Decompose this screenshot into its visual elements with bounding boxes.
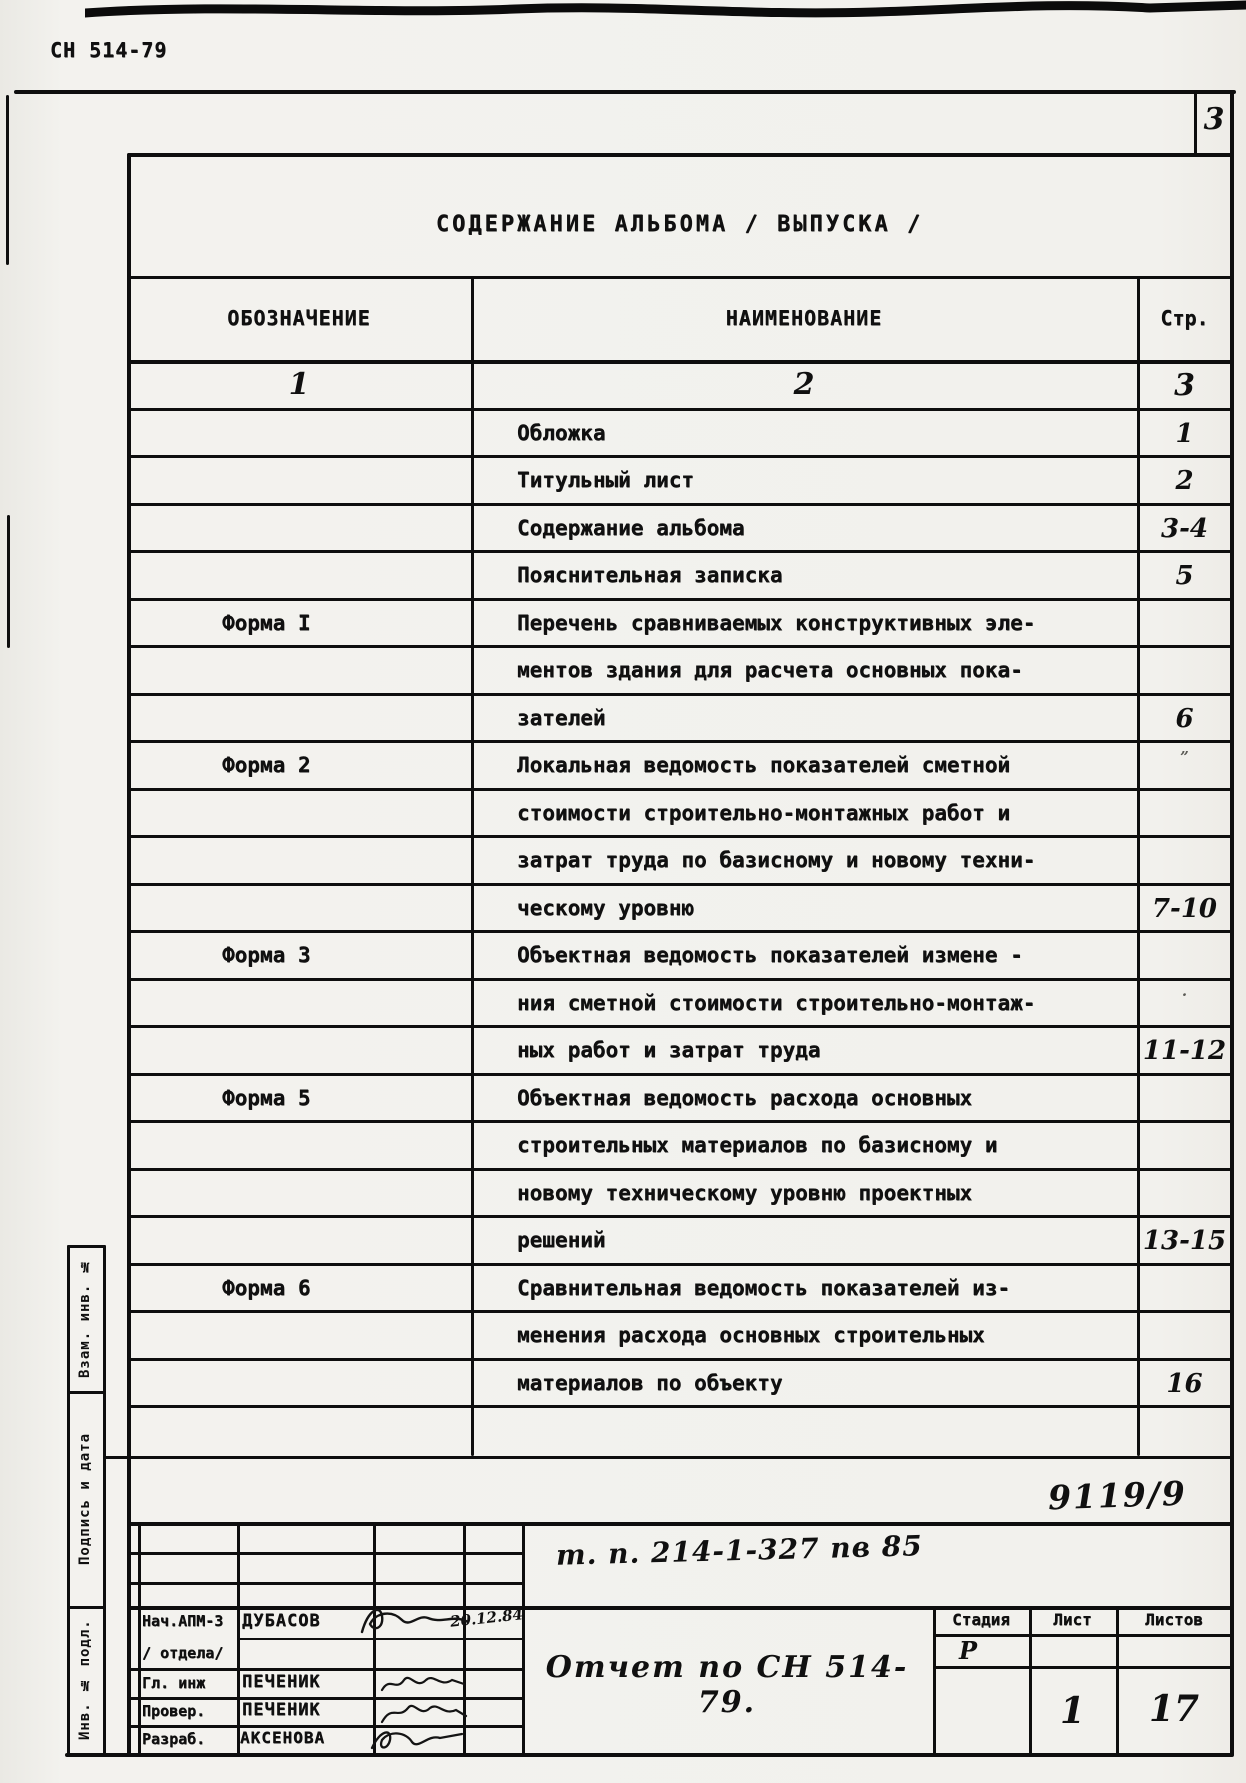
name-cell	[471, 1408, 1137, 1456]
designation-cell: Форма 3	[222, 943, 311, 967]
name-cell: Содержание альбома	[517, 515, 745, 540]
stage-label: Стадия	[952, 1610, 1010, 1629]
name-cell: ментов здания для расчета основных пока-	[517, 658, 1023, 682]
page-cell: 3-4	[1161, 513, 1208, 544]
sheet-value: 1	[1059, 1690, 1086, 1732]
sig-name-3: ПЕЧЕНИК	[242, 1700, 321, 1720]
scan-edge-artifact-left-1	[6, 95, 9, 265]
page-cell	[1137, 1123, 1232, 1168]
sig-name-2: ПЕЧЕНИК	[242, 1672, 321, 1692]
signature-scribble-icon	[356, 1600, 478, 1642]
sheets-value: 17	[1148, 1688, 1200, 1730]
scan-edge-artifact-left-2	[7, 515, 10, 648]
sig-role-2: Гл. инж	[142, 1674, 206, 1692]
designation-cell	[127, 886, 471, 931]
table-row	[127, 1171, 1232, 1219]
table-row	[127, 1218, 1232, 1266]
name-cell: ческому уровню	[517, 895, 695, 920]
table-row	[127, 1076, 1232, 1124]
sig-name-4: АКСЕНОВА	[240, 1728, 326, 1747]
designation-cell	[127, 838, 471, 883]
name-cell: Объектная ведомость расхода основных	[517, 1085, 973, 1110]
table-row	[127, 886, 1232, 934]
designation-cell	[127, 553, 471, 598]
table-row	[127, 1123, 1232, 1171]
header-designation: ОБОЗНАЧЕНИЕ	[227, 306, 371, 330]
doc-code-label: СН 514-79	[50, 38, 168, 62]
name-cell: затрат труда по базисному и новому техни-	[517, 848, 1036, 872]
name-cell: ния сметной стоимости строительно-монтаж-	[517, 990, 1036, 1015]
designation-cell	[127, 506, 471, 551]
page-cell: 1	[1175, 418, 1194, 449]
table-row	[127, 648, 1232, 696]
sidebar-label-vzam-inv: Взам. инв. №	[77, 1257, 93, 1379]
page-cell	[1137, 933, 1232, 978]
table-row	[127, 1313, 1232, 1361]
table-row	[127, 1028, 1232, 1076]
corner-page-number: 3	[1203, 102, 1225, 137]
name-cell: Обложка	[517, 420, 606, 445]
sig-role-3: Провер.	[142, 1702, 206, 1720]
sidebar-label-podpis-data: Подпись и дата	[77, 1432, 93, 1565]
designation-cell	[127, 1171, 471, 1216]
designation-cell: Форма 2	[222, 753, 311, 777]
page-cell	[1137, 791, 1232, 836]
titleblock-col-line-a	[138, 1522, 141, 1755]
titleblock-top-border	[127, 1522, 1234, 1526]
designation-cell	[127, 648, 471, 693]
name-cell: Объектная ведомость показателей измене -	[517, 943, 1023, 967]
table-row	[127, 363, 1232, 411]
page-cell: ”	[1180, 748, 1189, 766]
stage-value: Р	[958, 1636, 978, 1665]
page-cell: 6	[1175, 703, 1194, 734]
sig-role-1-note: / отдела/	[142, 1644, 224, 1662]
table-row	[127, 791, 1232, 839]
signature-scribble-icon	[366, 1726, 470, 1754]
sheet-top-border	[14, 90, 1236, 94]
table-bottom-border	[104, 1456, 1232, 1459]
type-series-handwritten: т. п. 214-1-327 пв 85	[555, 1529, 924, 1572]
name-cell: материалов по объекту	[517, 1370, 783, 1395]
name-cell: Пояснительная записка	[517, 563, 783, 587]
sig-role-4: Разраб.	[142, 1730, 206, 1748]
table-row	[127, 506, 1232, 554]
header-name: НАИМЕНОВАНИЕ	[725, 306, 883, 330]
table-row	[127, 933, 1232, 981]
designation-cell	[127, 1123, 471, 1168]
designation-cell	[127, 791, 471, 836]
contents-title: СОДЕРЖАНИЕ АЛЬБОМА / ВЫПУСКА /	[435, 212, 924, 237]
page-cell: 3	[1174, 368, 1195, 403]
table-row	[127, 601, 1232, 649]
designation-cell	[127, 1408, 471, 1456]
titleblock-bottom-border	[65, 1753, 1234, 1757]
designation-cell: Форма 6	[222, 1275, 311, 1300]
object-number-handwritten: 9119/9	[1047, 1473, 1188, 1518]
name-cell: ных работ и затрат труда	[517, 1038, 821, 1062]
name-cell: зателей	[517, 705, 606, 730]
designation-cell	[127, 1361, 471, 1406]
name-cell: Перечень сравниваемых конструктивных эле-	[517, 610, 1036, 635]
name-cell: Локальная ведомость показателей сметной	[517, 753, 1011, 777]
name-cell: Сравнительная ведомость показателей из-	[517, 1275, 1011, 1300]
designation-cell	[127, 1218, 471, 1263]
page-cell: 7-10	[1151, 893, 1218, 924]
designation-cell	[127, 411, 471, 456]
name-cell: стоимости строительно-монтажных работ и	[517, 800, 1011, 825]
name-cell: 2	[793, 367, 815, 402]
signature-scribble-icon	[378, 1668, 470, 1698]
designation-cell: 1	[288, 367, 310, 402]
table-row	[127, 553, 1232, 601]
table-row	[127, 981, 1232, 1029]
table-row	[127, 411, 1232, 459]
name-cell: менения расхода основных строительных	[517, 1323, 985, 1347]
page-cell: 2	[1175, 466, 1194, 496]
page-cell: 11-12	[1142, 1036, 1227, 1066]
table-row	[127, 838, 1232, 886]
designation-cell: Форма 5	[222, 1085, 311, 1110]
table-row	[127, 1408, 1232, 1456]
signature-scribble-icon	[378, 1698, 470, 1728]
revision-grid-line-2	[127, 1582, 524, 1585]
table-top-border	[127, 153, 1234, 157]
designation-cell	[127, 696, 471, 741]
page-cell	[1137, 1076, 1232, 1121]
contents-rows	[127, 363, 1232, 1456]
sig-role-1: Нач.АПМ-3	[142, 1612, 224, 1630]
page-cell: 5	[1175, 561, 1194, 591]
page-cell	[1137, 601, 1232, 646]
sheet-label: Лист	[1053, 1610, 1092, 1629]
designation-cell: Форма I	[222, 610, 311, 635]
title-underline	[127, 276, 1232, 279]
stage-value-underline	[933, 1666, 1232, 1669]
name-cell: новому техническому уровню проектных	[517, 1180, 973, 1205]
sig-date-1: 20.12.84	[449, 1605, 524, 1631]
document-title-handwritten: Отчет по СН 514-79.	[545, 1650, 909, 1720]
table-row	[127, 458, 1232, 506]
name-cell: Титульный лист	[517, 468, 695, 492]
page-cell: ·	[1181, 985, 1188, 1004]
page-cell	[1137, 1313, 1232, 1358]
designation-cell	[127, 1313, 471, 1358]
sidebar-label-inv-podl: Инв. № подл.	[77, 1619, 93, 1740]
page-cell: 16	[1166, 1368, 1203, 1399]
header-page: Стр.	[1160, 306, 1209, 330]
name-cell: строительных материалов по базисному и	[517, 1133, 998, 1157]
sheets-label: Листов	[1145, 1610, 1203, 1629]
page-cell	[1137, 648, 1232, 693]
table-row	[127, 1361, 1232, 1409]
table-row	[127, 696, 1232, 744]
designation-cell	[127, 1028, 471, 1073]
table-row	[127, 743, 1232, 791]
sidebar-right-border	[103, 1245, 106, 1757]
page-cell	[1137, 1408, 1232, 1456]
designation-cell	[127, 458, 471, 503]
designation-cell	[127, 981, 471, 1026]
page-cell	[1137, 1266, 1232, 1311]
scan-edge-artifact-top	[85, 0, 1246, 22]
revision-grid-line-1	[127, 1552, 524, 1555]
name-cell: решений	[517, 1228, 606, 1252]
page-cell	[1137, 1171, 1232, 1216]
sig-name-1: ДУБАСОВ	[242, 1611, 321, 1631]
page-cell	[1137, 838, 1232, 883]
table-row	[127, 1266, 1232, 1314]
page-cell: 13-15	[1142, 1226, 1227, 1256]
